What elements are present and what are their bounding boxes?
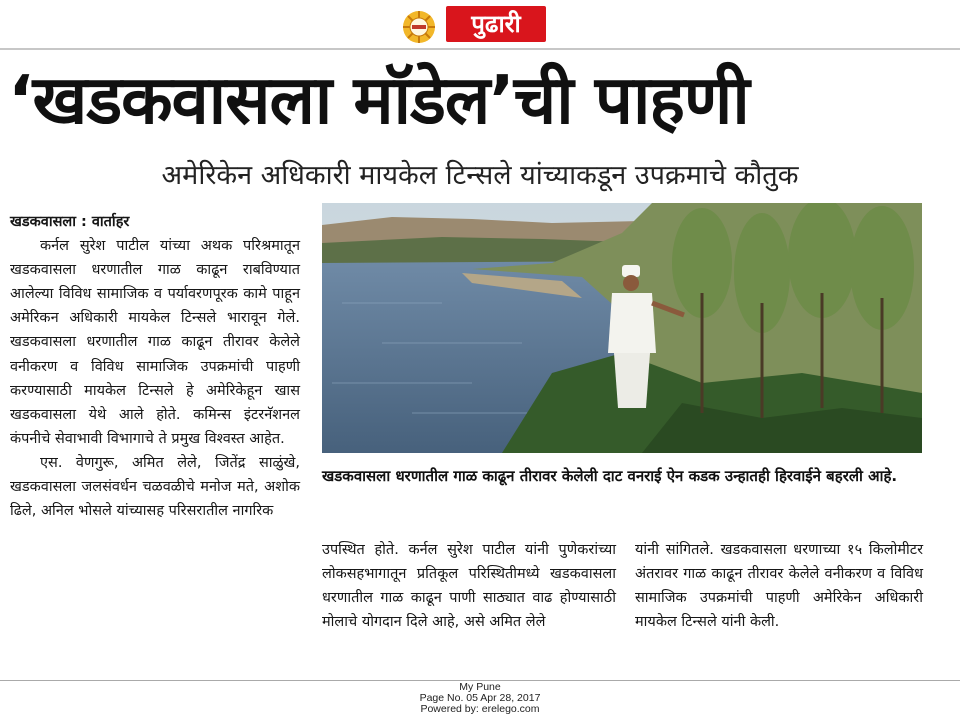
masthead-divider bbox=[0, 48, 960, 50]
article-column-2 bbox=[322, 538, 616, 634]
article-column-1 bbox=[10, 210, 300, 523]
column-1-paragraph-1: कर्नल सुरेश पाटील यांच्या अथक परिश्रमातून खडकवासला धरणातील गाळ काढून राबविण्यात आलेल्या विविध सामाजिक व पर्यावरणपूरक कामे पाहून अमेरिकन अधिकारी मायकेल टिन्सले भारावून गेले. खडकवासला धरणातील गाळ काढून तीरावर केलेले वनीकरण व विविध सामाजिक उपक्रमांची पाहणी करण्यासाठी मायकेल टिन्सले हे अमेरिकेहून खास खडकवासला येथे आले होते. कमिन्स इंटरनॅशनल कंपनीचे सेवाभावी विभागाचे ते प्रमुख विश्वस्त आहेत. bbox=[10, 238, 300, 447]
footer-section: My Pune bbox=[459, 681, 501, 693]
footer-page-info: Page No. 05 Apr 28, 2017 bbox=[419, 692, 541, 704]
article-column-3 bbox=[635, 538, 923, 634]
column-3-paragraph: यांनी सांगितले. खडकवासला धरणाच्या १५ किलोमीटर अंतरावर गाळ काढून तीरावर केलेले वनीकरण व विविध सामाजिक उपक्रमांची पाहणी अमेरिकेन अधिकारी मायकेल टिन्सले यांनी केली. bbox=[635, 542, 923, 631]
masthead bbox=[0, 0, 960, 50]
column-1-paragraph-2: एस. वेणगुरू, अमित लेले, जितेंद्र साळुंखे, खडकवासला जलसंवर्धन चळवळीचे मनोज मते, अशोक ढिले, अनिल भोसले यांच्यासह परिसरातील नागरिक bbox=[10, 454, 300, 520]
page-footer bbox=[0, 682, 960, 715]
footer-powered-by[interactable]: Powered by: erelego.com bbox=[420, 703, 540, 715]
column-2-paragraph: उपस्थित होते. कर्नल सुरेश पाटील यांनी पुणेकरांच्या लोकसहभागातून प्रतिकूल परिस्थितीमध्ये खडकवासला धरणातील गाळ काढून पाणी साठ्यात वाढ होण्यासाठी मोलाचे योगदान दिले आहे, असे अमित लेले bbox=[322, 542, 616, 631]
newspaper-logo: पुढारी bbox=[446, 6, 546, 42]
article-photo bbox=[322, 203, 922, 453]
photo-caption: खडकवासला धरणातील गाळ काढून तीरावर केलेली दाट वनराई ऐन कडक उन्हातही हिरवाईने बहरली आहे. bbox=[322, 467, 898, 485]
article-headline: ‘खडकवासला मॉडेल’ची पाहणी bbox=[8, 61, 749, 139]
article-subheadline: अमेरिकेन अधिकारी मायकेल टिन्सले यांच्याकडून उपक्रमाचे कौतुक bbox=[161, 160, 799, 191]
article-dateline: खडकवासला : वार्ताहर bbox=[10, 214, 130, 230]
sun-emblem-icon bbox=[399, 10, 439, 44]
